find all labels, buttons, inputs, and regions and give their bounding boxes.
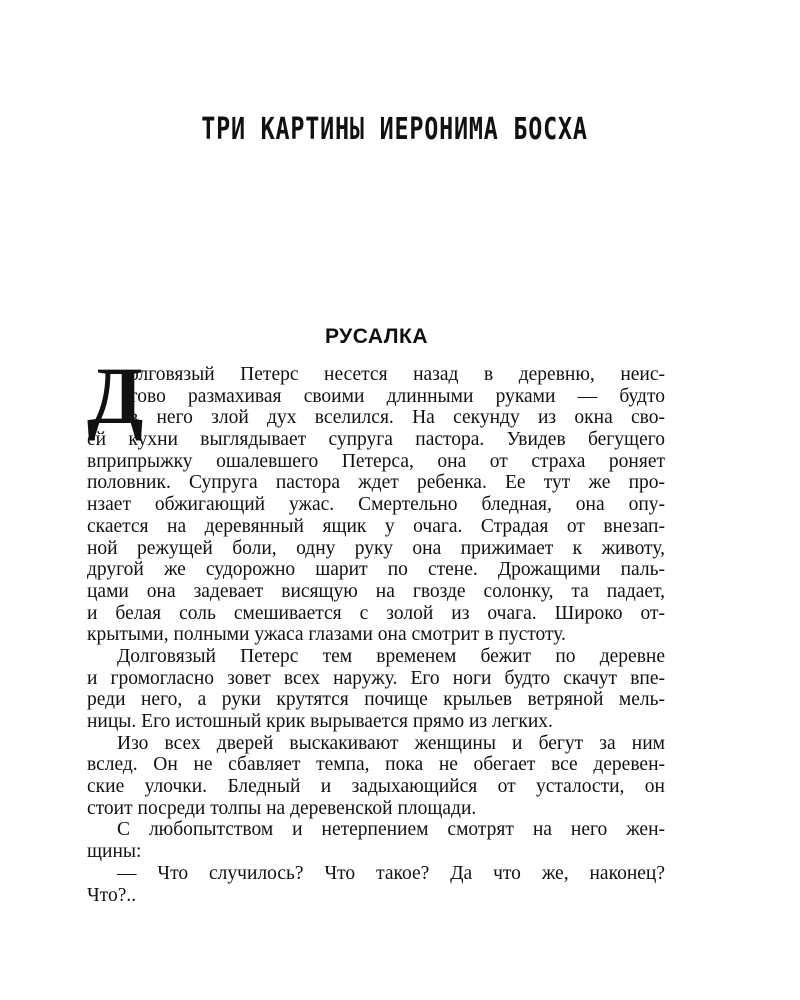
text-line: цами она задевает висящую на гвозде солонку, та падает,: [87, 580, 665, 602]
text-line: крытыми, полными ужаса глазами она смотрит в пустоту.: [87, 624, 566, 646]
chapter-body: [87, 364, 665, 906]
paragraph: [87, 819, 665, 862]
text-line: С любопытством и нетерпением смотрят на него жен-: [117, 819, 665, 841]
drop-cap: Д: [87, 350, 144, 441]
text-line: в него злой дух вселился. На секунду из окна сво-: [129, 407, 665, 429]
text-line: Изо всех дверей выскакивают женщины и бегут за ним: [117, 732, 665, 754]
text-line: ей кухни выглядывает супруга пастора. Увидев бегущего: [87, 429, 665, 451]
book-title: ТРИ КАРТИНЫ ИЕРОНИМА БОСХА: [201, 112, 588, 147]
text-line: другой же судорожно шарит по стене. Дрожащими паль-: [87, 559, 665, 581]
text-line: реди него, а руки крутятся почище крыльев ветряной мель-: [87, 689, 665, 711]
text-line: нзает обжигающий ужас. Смертельно бледная, она опу-: [87, 494, 665, 516]
text-line: стоит посреди толпы на деревенской площади.: [87, 797, 477, 819]
text-line: Что?..: [87, 884, 137, 906]
text-line: вприпрыжку ошалевшего Петерса, она от страха роняет: [87, 450, 665, 472]
text-line: и белая соль смешивается с золой из очага. Широко от-: [87, 602, 665, 624]
paragraph: [87, 733, 665, 820]
paragraph: [87, 364, 665, 646]
text-line: ной режущей боли, одну руку она прижимает к животу,: [87, 537, 665, 559]
text-line: щины:: [87, 841, 142, 863]
text-line: тово размахивая своими длинными руками — будто: [129, 385, 665, 407]
text-line: вслед. Он не сбавляет темпа, пока не обегает все деревен-: [87, 754, 665, 776]
text-line: олговязый Петерс несется назад в деревню, неис-: [129, 364, 665, 385]
text-line: Долговязый Петерс тем временем бежит по деревне: [117, 645, 665, 667]
text-line: ницы. Его истошный крик вырывается прямо из легких.: [87, 711, 553, 732]
paragraph: [87, 646, 665, 733]
text-line: — Что случилось? Что такое? Да что же, наконец?: [117, 862, 665, 884]
text-line: и громогласно зовет всех наружу. Его ноги будто скачут впе-: [87, 667, 665, 689]
text-line: ские улочки. Бледный и задыхающийся от усталости, он: [87, 776, 665, 798]
text-line: скается на деревянный ящик у очага. Страдая от внезап-: [87, 515, 665, 537]
text-line: половник. Супруга пастора ждет ребенка. Ее тут же про-: [87, 472, 665, 494]
paragraph: [87, 863, 665, 906]
chapter-title: РУСАЛКА: [324, 325, 429, 348]
